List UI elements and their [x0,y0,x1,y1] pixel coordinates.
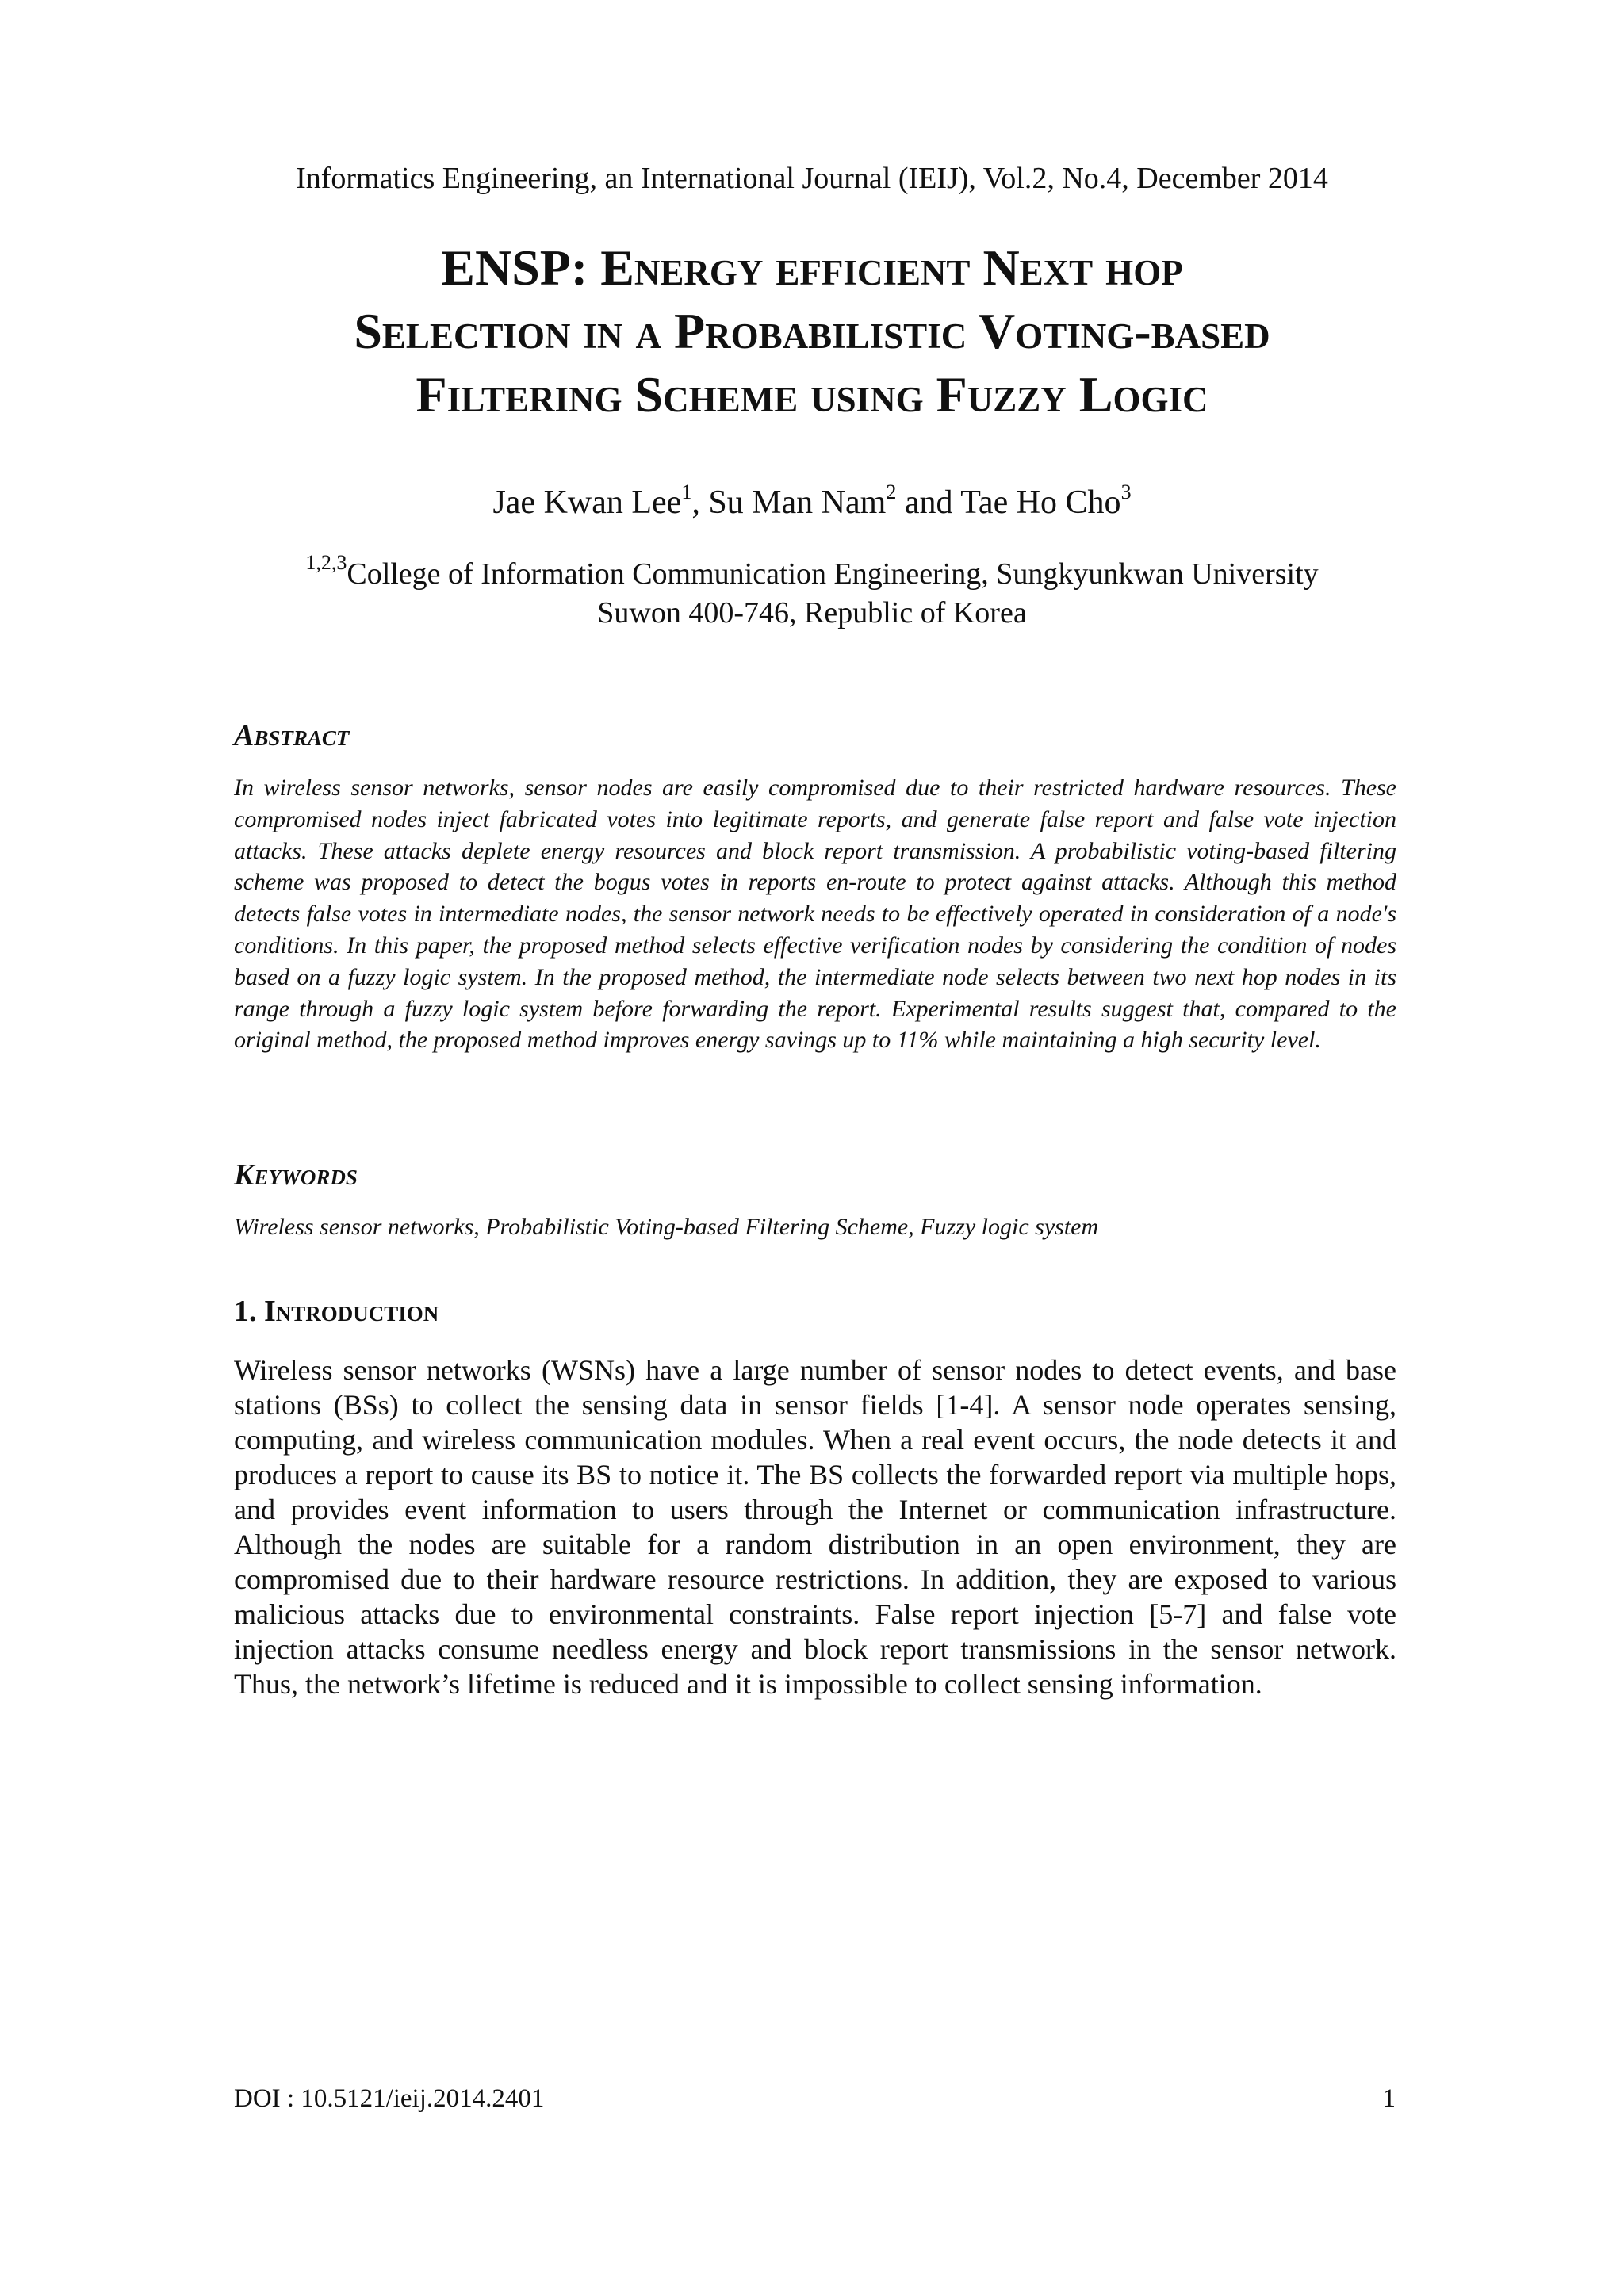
paper-title [119,236,1505,427]
author-affiliation-mark: 2 [886,480,897,503]
author-separator: , [691,484,709,521]
keywords-heading: Keywords [234,1158,358,1192]
author-name: Tae Ho Cho [960,484,1121,521]
title-line-3: Filtering Scheme using Fuzzy Logic [416,366,1208,423]
abstract-text: In wireless sensor networks, sensor nodes are easily compromised due to their restricted hardware resources. These compromised nodes inject fabricated votes into legitimate reports, and generate false report and false vote injection attacks. These attacks deplete energy resources and block report transmission. A probabilistic voting-based filtering scheme was proposed to detect the bogus votes in reports en-route to protect against attacks. Although this method detects false votes in intermediate nodes, the sensor network needs to be effectively operated in consideration of a node's conditions. In this paper, the proposed method selects effective verification nodes by considering the condition of nodes based on a fuzzy logic system. In the proposed method, the intermediate node selects between two next hop nodes in its range through a fuzzy logic system before forwarding the report. Experimental results suggest that, compared to the original method, the proposed method improves energy savings up to 11% while maintaining a high security level. [234,775,1396,1054]
title-line-1: ENSP: Energy efficient Next hop [441,239,1183,296]
introduction-heading: 1. Introduction [234,1295,439,1328]
doi-footer: DOI : 10.5121/ieij.2014.2401 [234,2084,545,2113]
title-line-2: Selection in a Probabilistic Voting-based [354,303,1270,359]
affiliation [0,551,1624,633]
keywords-text: Wireless sensor networks, Probabilistic Voting-based Filtering Scheme, Fuzzy logic system [234,1214,1099,1240]
introduction-text: Wireless sensor networks (WSNs) have a large number of sensor nodes to detect events, and base stations (BSs) to collect the sensing data in sensor fields [1-4]. A sensor node operates sensing, computing, and wireless communication modules. When a real event occurs, the node detects it and produces a report to cause its BS to notice it. The BS collects the forwarded report via multiple hops, and provides event information to users through the Internet or communication infrastructure. Although the nodes are suitable for a random distribution in an open environment, they are compromised due to their hardware resource restrictions. In addition, they are exposed to various malicious attacks due to environmental constraints. False report injection [5-7] and false vote injection attacks consume needless energy and block report transmissions in the sensor network. Thus, the network’s lifetime is reduced and it is impossible to collect sensing information. [234,1354,1396,1700]
journal-header: Informatics Engineering, an International Journal (IEIJ), Vol.2, No.4, December 2014 [296,162,1328,195]
affiliation-mark: 1,2,3 [305,551,347,574]
page-number: 1 [1382,2084,1396,2113]
author-separator: and [896,484,961,521]
author-affiliation-mark: 1 [681,480,692,503]
author-affiliation-mark: 3 [1120,480,1132,503]
author-name: Su Man Nam [708,484,887,521]
affiliation-institution: College of Information Communication Engineering, Sungkyunkwan University [347,557,1319,591]
author-list [0,480,1624,522]
affiliation-line-2: Suwon 400-746, Republic of Korea [597,596,1027,629]
affiliation-line-1 [0,551,1624,594]
abstract-heading: Abstract [234,719,350,752]
author-name: Jae Kwan Lee [492,484,682,521]
